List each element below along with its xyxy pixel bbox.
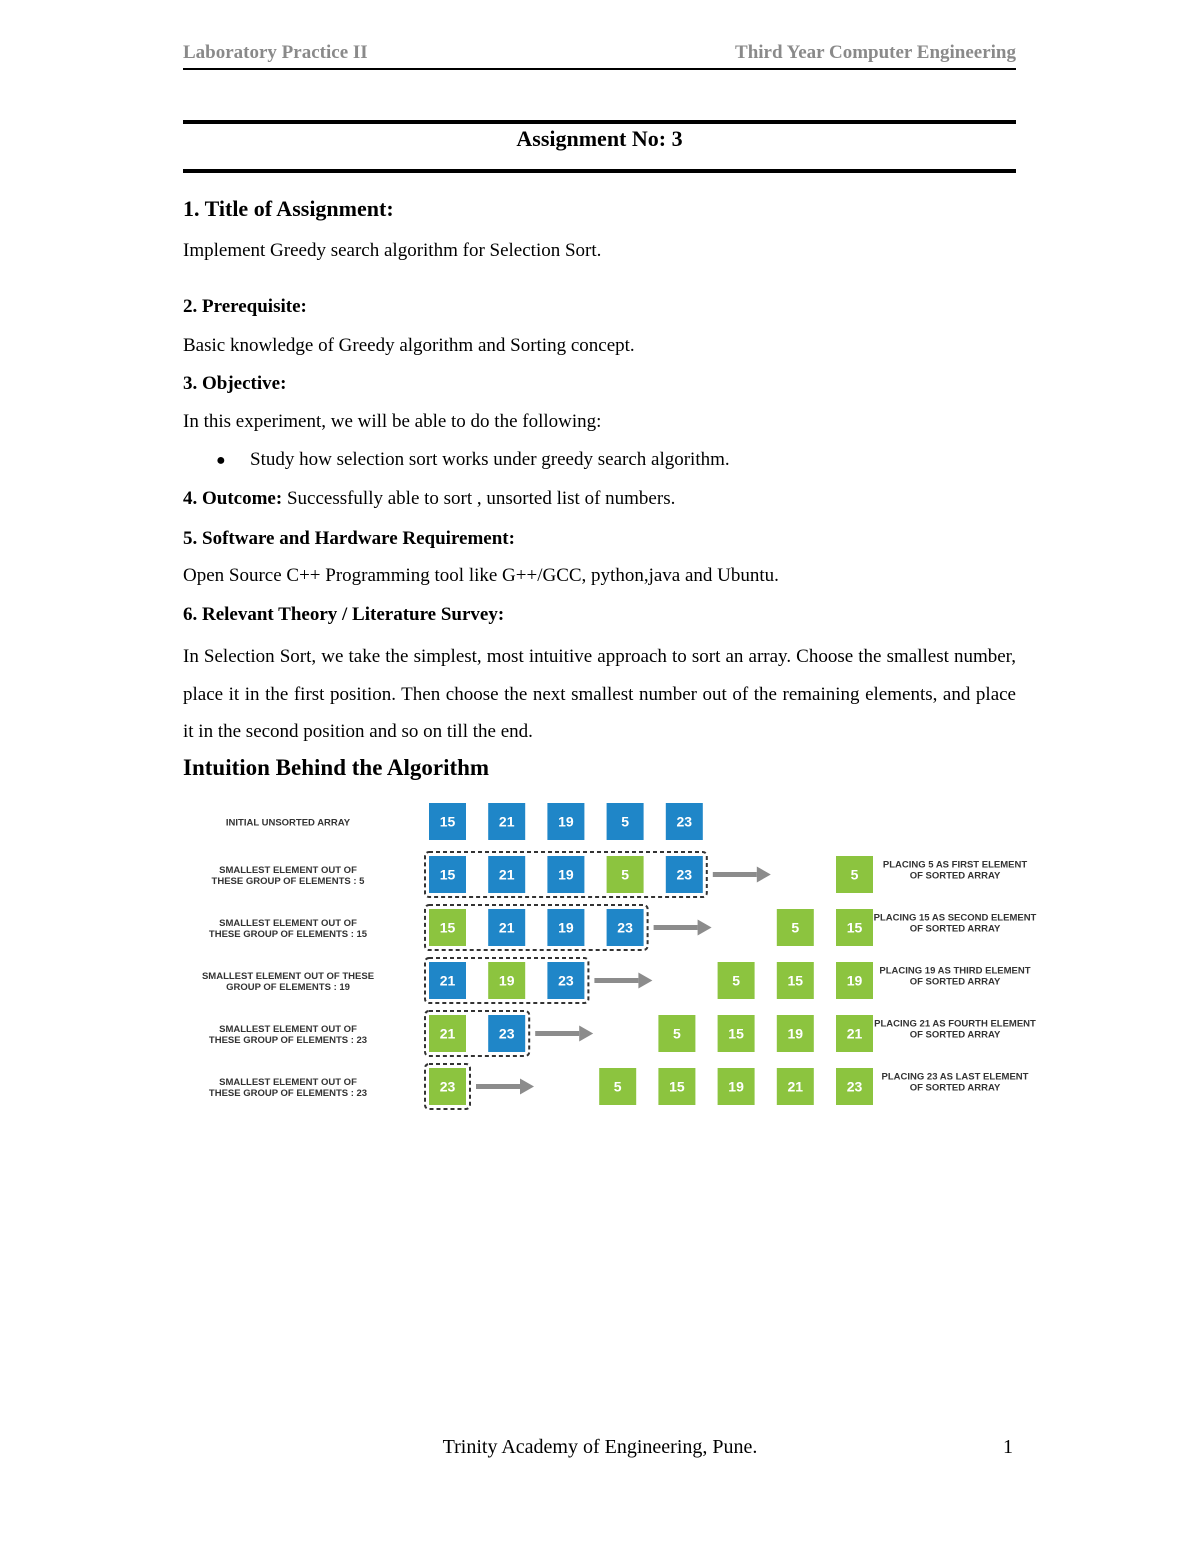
row-note-line: PLACING 23 AS LAST ELEMENT [881, 1071, 1029, 1083]
row-label-line: SMALLEST ELEMENT OUT OF [219, 865, 357, 876]
requirements-heading: 5. Software and Hardware Requirement: [183, 528, 515, 549]
assignment-title: Assignment No: 3 [516, 126, 683, 151]
group-element-label: 23 [676, 866, 693, 883]
row-label-line: INITIAL UNSORTED ARRAY [225, 817, 351, 829]
sorted-element-label: 15 [787, 972, 804, 989]
row-note-line: PLACING 15 AS SECOND ELEMENT [873, 912, 1037, 924]
row-note-line: PLACING 19 AS THIRD ELEMENT [879, 965, 1031, 977]
arrow-head [698, 920, 712, 936]
row-note-line: PLACING 21 AS FOURTH ELEMENT [874, 1018, 1036, 1030]
row-note-line: OF SORTED ARRAY [909, 1029, 1001, 1041]
row-label-line: THESE GROUP OF ELEMENTS : 23 [208, 1035, 368, 1046]
group-element-label: 19 [558, 813, 574, 830]
bullet-icon: ● [216, 452, 226, 469]
sorted-element-label: 19 [787, 1025, 804, 1042]
sorted-element-label: 5 [791, 919, 800, 936]
objective-heading: 3. Objective: [183, 373, 287, 394]
sorted-element-label: 5 [613, 1078, 622, 1095]
prerequisite-text: Basic knowledge of Greedy algorithm and Sorting concept. [183, 335, 635, 356]
sorted-element-label: 19 [728, 1078, 744, 1095]
sorted-element-label: 21 [787, 1078, 804, 1095]
requirements-text: Open Source C++ Programming tool like G++/GCC, python,java and Ubuntu. [183, 565, 779, 586]
outcome-heading: 4. Outcome: [183, 488, 283, 509]
header-course: Laboratory Practice II [183, 42, 368, 63]
objective-bullet: Study how selection sort works under greedy search algorithm. [250, 449, 730, 470]
objective-text: In this experiment, we will be able to do the following: [183, 411, 602, 432]
group-element-label: 21 [439, 1025, 456, 1042]
page-header [183, 38, 1016, 70]
title-heading: 1. Title of Assignment: [183, 196, 394, 221]
group-element-label: 21 [439, 972, 456, 989]
title-text: Implement Greedy search algorithm for Selection Sort. [183, 240, 602, 261]
group-element-label: 21 [498, 866, 515, 883]
sorted-element-label: 15 [728, 1025, 744, 1042]
group-element-label: 15 [439, 866, 456, 883]
group-element-label: 21 [498, 813, 515, 830]
arrow-head [757, 867, 771, 883]
group-element-label: 19 [558, 866, 574, 883]
row-note-line: PLACING 5 AS FIRST ELEMENT [882, 859, 1028, 871]
sorted-element-label: 15 [669, 1078, 685, 1095]
group-element-label: 5 [621, 813, 629, 830]
row-note-line: OF SORTED ARRAY [909, 870, 1001, 882]
row-label-line: THESE GROUP OF ELEMENTS : 15 [208, 929, 368, 940]
group-element-label: 19 [558, 919, 574, 936]
intuition-heading: Intuition Behind the Algorithm [183, 755, 490, 780]
group-element-label: 21 [498, 919, 515, 936]
group-element-label: 23 [676, 813, 693, 830]
theory-text: In Selection Sort, we take the simplest, most intuitive approach to sort an array. Choose the smallest number, place it in the first position. Then choose the next smallest number out of the remaining elements, and place it in the second position and so on till the end. [183, 646, 1016, 742]
group-element-label: 15 [439, 813, 456, 830]
arrow-head [638, 973, 652, 989]
outcome-line [183, 488, 675, 510]
theory-heading: 6. Relevant Theory / Literature Survey: [183, 604, 505, 625]
row-label-line: SMALLEST ELEMENT OUT OF [219, 1024, 357, 1035]
group-element-label: 23 [558, 972, 574, 989]
sorted-element-label: 15 [846, 919, 863, 936]
row-label-line: SMALLEST ELEMENT OUT OF [219, 918, 357, 929]
sorted-element-label: 19 [846, 972, 863, 989]
arrow-head [579, 1026, 593, 1042]
title-bottom-rule [183, 169, 1016, 173]
row-label-line: GROUP OF ELEMENTS : 19 [226, 982, 350, 993]
sorted-element-label: 21 [846, 1025, 863, 1042]
row-label-line: THESE GROUP OF ELEMENTS : 23 [208, 1088, 368, 1099]
sorted-element-label: 5 [850, 866, 859, 883]
footer-institute: Trinity Academy of Engineering, Pune. [442, 1436, 758, 1458]
sorted-element-label: 5 [732, 972, 740, 989]
sorted-element-label: 23 [846, 1078, 863, 1095]
row-note-line: OF SORTED ARRAY [909, 976, 1001, 988]
title-top-rule [183, 120, 1016, 124]
row-label-line: SMALLEST ELEMENT OUT OF THESE [201, 971, 375, 982]
arrow-head [520, 1079, 534, 1095]
prerequisite-heading: 2. Prerequisite: [183, 296, 307, 317]
group-element-label: 19 [498, 972, 515, 989]
page-number: 1 [1003, 1436, 1013, 1458]
header-department: Third Year Computer Engineering [735, 42, 1016, 63]
group-element-label: 23 [498, 1025, 515, 1042]
group-element-label: 15 [439, 919, 456, 936]
row-label-line: THESE GROUP OF ELEMENTS : 5 [211, 876, 365, 887]
row-note-line: OF SORTED ARRAY [909, 923, 1001, 935]
group-element-label: 5 [621, 866, 629, 883]
selection-sort-diagram [183, 796, 1063, 1118]
group-element-label: 23 [617, 919, 633, 936]
row-note-line: OF SORTED ARRAY [909, 1082, 1001, 1094]
outcome-text: Successfully able to sort , unsorted list of numbers. [286, 488, 676, 509]
row-label-line: SMALLEST ELEMENT OUT OF [219, 1077, 357, 1088]
group-element-label: 23 [439, 1078, 456, 1095]
sorted-element-label: 5 [673, 1025, 681, 1042]
